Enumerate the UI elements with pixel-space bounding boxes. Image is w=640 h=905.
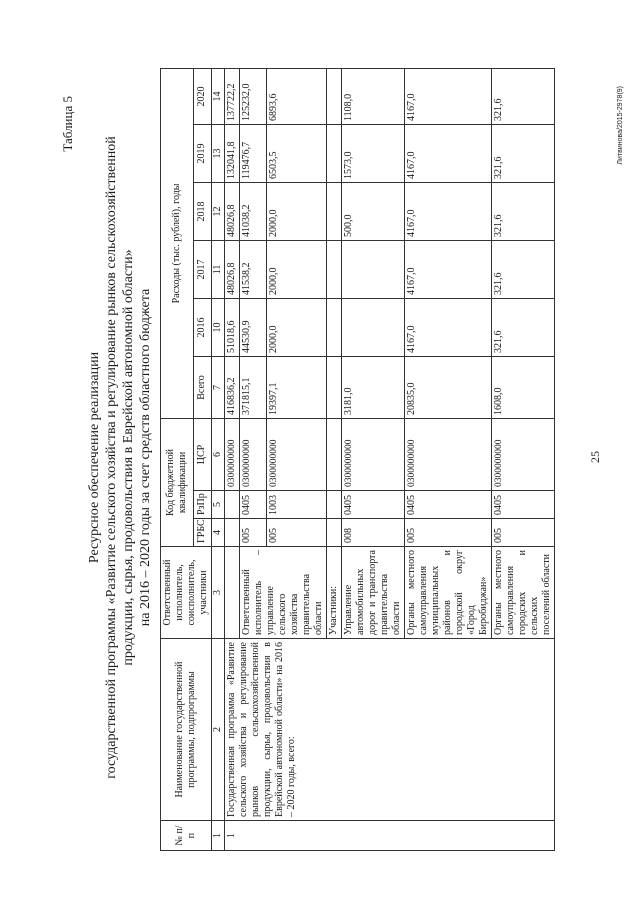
year-value-cell: 4167,0 [405, 240, 492, 298]
header-num: № п/п [161, 821, 212, 851]
rzpr-cell: 0405 [492, 491, 555, 519]
year-value-cell: 132041,8 [225, 124, 240, 182]
year-value-cell: 321,6 [492, 68, 555, 124]
header-grbs: ГРБС [193, 519, 211, 547]
col-index: 13 [212, 124, 225, 182]
table-label: Таблица 5 [60, 96, 75, 152]
col-index: 2 [212, 639, 225, 821]
total-cell: 19397,1 [267, 356, 327, 418]
total-cell: 371815,1 [240, 356, 267, 418]
total-cell: 416836,2 [225, 356, 240, 418]
year-value-cell: 4167,0 [405, 298, 492, 356]
year-value-cell: 48026,8 [225, 182, 240, 240]
year-value-cell [327, 124, 342, 182]
header-total: Всего [193, 356, 211, 418]
header-year: 2018 [193, 182, 211, 240]
resource-table [160, 68, 555, 851]
page-number: 25 [588, 451, 602, 463]
rzpr-cell: 0405 [342, 491, 405, 519]
total-cell: 3181,0 [342, 356, 405, 418]
header-year: 2019 [193, 124, 211, 182]
col-index: 3 [212, 547, 225, 639]
year-value-cell: 137722,2 [225, 68, 240, 124]
grbs-cell [225, 519, 240, 547]
csr-cell: 0300000000 [240, 418, 267, 490]
rzpr-cell: 1003 [267, 491, 327, 519]
year-value-cell: 500,0 [342, 182, 405, 240]
grbs-cell: 005 [405, 519, 492, 547]
col-index: 6 [212, 418, 225, 490]
year-value-cell: 321,6 [492, 298, 555, 356]
year-value-cell: 125232,0 [240, 68, 267, 124]
header-budget-code: Код бюджетной квалификации [161, 418, 194, 546]
executor-cell [225, 547, 240, 639]
year-value-cell [327, 182, 342, 240]
grbs-cell: 005 [240, 519, 267, 547]
document-title [86, 80, 154, 835]
year-value-cell [342, 298, 405, 356]
grbs-cell [327, 519, 342, 547]
rzpr-cell [327, 491, 342, 519]
year-value-cell: 48026,8 [225, 240, 240, 298]
header-name: Наименование государственной программы, подпрограммы [161, 639, 212, 821]
grbs-cell: 005 [492, 519, 555, 547]
year-value-cell [327, 240, 342, 298]
year-value-cell: 119476,7 [240, 124, 267, 182]
year-value-cell [327, 68, 342, 124]
footer-code: Литвинова/2015-2978(9) [617, 86, 624, 165]
year-value-cell: 2000,0 [267, 240, 327, 298]
csr-cell: 0300000000 [267, 418, 327, 490]
column-index-row [212, 68, 225, 850]
col-index: 14 [212, 68, 225, 124]
col-index: 1 [212, 821, 225, 851]
csr-cell: 0300000000 [225, 418, 240, 490]
year-value-cell: 1108,0 [342, 68, 405, 124]
header-expenses: Расходы (тыс. рублей), годы [161, 68, 194, 418]
year-value-cell [327, 298, 342, 356]
total-cell [327, 356, 342, 418]
year-value-cell [342, 240, 405, 298]
year-value-cell: 321,6 [492, 240, 555, 298]
year-value-cell: 2000,0 [267, 182, 327, 240]
rzpr-cell: 0405 [405, 491, 492, 519]
table-row [225, 68, 240, 850]
year-value-cell: 2000,0 [267, 298, 327, 356]
year-value-cell: 4167,0 [405, 182, 492, 240]
csr-cell: 0300000000 [492, 418, 555, 490]
title-line: государственной программы «Развитие сельского хозяйства и регулирование рынков сельскохозяйственной [104, 136, 119, 779]
rzpr-cell [225, 491, 240, 519]
year-value-cell: 44530,9 [240, 298, 267, 356]
col-index: 7 [212, 356, 225, 418]
total-cell: 1608,0 [492, 356, 555, 418]
rzpr-cell: 0405 [240, 491, 267, 519]
col-index: 12 [212, 182, 225, 240]
csr-cell [327, 418, 342, 490]
header-executor: Ответственный исполнитель, соисполнитель, участники [161, 547, 212, 639]
executor-cell: Органы местного самоуправления городских и сельских поселений области [492, 547, 555, 639]
year-value-cell: 321,6 [492, 182, 555, 240]
col-index: 4 [212, 519, 225, 547]
header-rzpr: РзПр [193, 491, 211, 519]
year-value-cell: 4167,0 [405, 124, 492, 182]
total-cell: 20835,0 [405, 356, 492, 418]
header-row [161, 68, 194, 850]
title-line: продукции, сырья, продовольствия в Еврейской автономной области» [121, 249, 136, 666]
year-value-cell: 41538,2 [240, 240, 267, 298]
title-line: на 2016 – 2020 годы за счет средств областного бюджета [138, 288, 153, 627]
col-index: 11 [212, 240, 225, 298]
executor-cell: Участники: [327, 547, 342, 639]
year-value-cell: 6893,6 [267, 68, 327, 124]
year-value-cell: 51018,6 [225, 298, 240, 356]
col-index: 10 [212, 298, 225, 356]
year-value-cell: 41038,2 [240, 182, 267, 240]
csr-cell: 0300000000 [405, 418, 492, 490]
col-index: 5 [212, 491, 225, 519]
grbs-cell: 005 [267, 519, 327, 547]
header-year: 2020 [193, 68, 211, 124]
year-value-cell: 4167,0 [405, 68, 492, 124]
header-year: 2017 [193, 240, 211, 298]
year-value-cell: 1573,0 [342, 124, 405, 182]
year-value-cell: 6503,5 [267, 124, 327, 182]
header-year: 2016 [193, 298, 211, 356]
program-number: 1 [225, 821, 555, 851]
executor-cell: Управление автомобильных дорог и транспорта правительства области [342, 547, 405, 639]
csr-cell: 0300000000 [342, 418, 405, 490]
year-value-cell: 321,6 [492, 124, 555, 182]
executor-cell: Органы местного самоуправления муниципальных районов и городской округ «Город Биробиджан» [405, 547, 492, 639]
program-name: Государственная программа «Развитие сельского хозяйства и регулирование рынков сельскохозяйственной продукции, сырья, продовольствия в Еврейской автономной области» на 2016 – 2020 годы, всего: [225, 639, 555, 821]
header-csr: ЦСР [193, 418, 211, 490]
grbs-cell: 008 [342, 519, 405, 547]
executor-cell: Ответственный исполнитель – управление сельского хозяйства правительства области [240, 547, 327, 639]
title-line: Ресурсное обеспечение реализации [87, 351, 102, 564]
